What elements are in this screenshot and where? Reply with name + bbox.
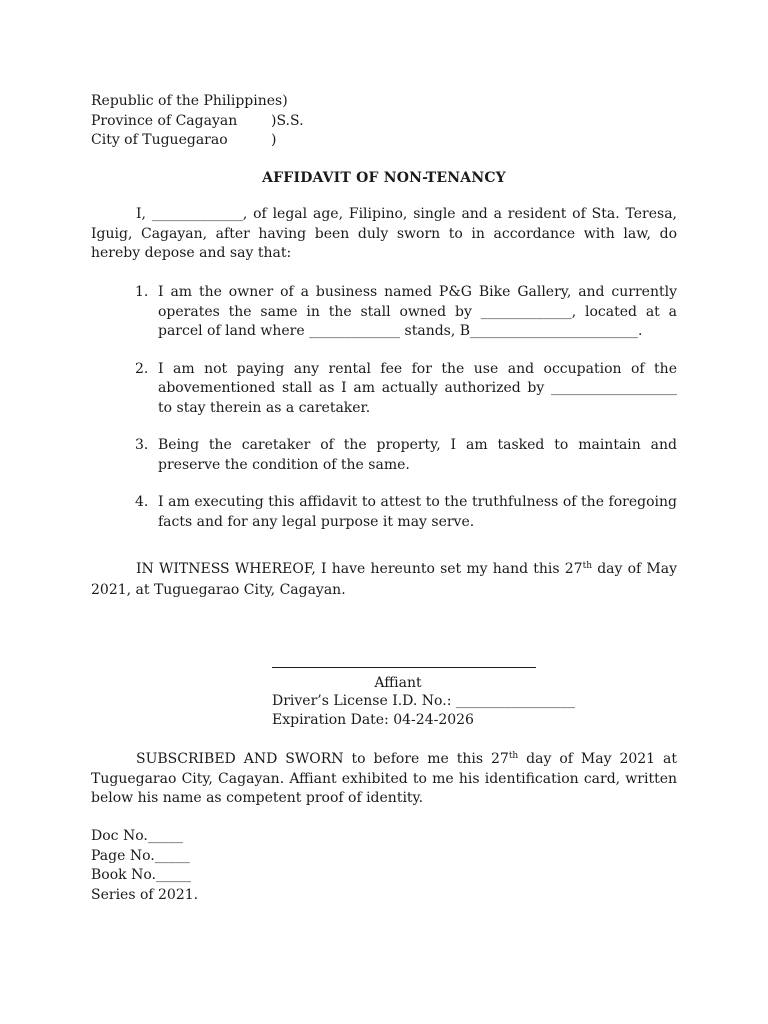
jurat-paragraph	[91, 750, 677, 809]
page-number: Page No._____	[91, 847, 190, 864]
expiration-date: Expiration Date: 04-24-2026	[272, 712, 474, 728]
venue-province: Province of Cagayan	[91, 112, 238, 129]
book-number: Book No._____	[91, 867, 191, 883]
witness-superscript: th	[582, 561, 592, 571]
affiant-label: Affiant	[374, 675, 422, 691]
statement-item	[131, 360, 677, 419]
item-number: 2.	[135, 360, 149, 377]
notarial-register	[91, 827, 198, 905]
item-text: I am the owner of a business named P&G Bike Gallery, and currently operates the same in the stall owned by _____________, located at a parcel of land where _____________ stands, B________________________.	[158, 284, 677, 339]
item-text: I am executing this affidavit to attest to the truthfulness of the foregoing facts and for any legal purpose it may serve.	[158, 494, 677, 530]
statement-list	[131, 283, 677, 550]
item-number: 4.	[135, 494, 149, 510]
venue-city-mark: )	[271, 132, 277, 148]
intro-paragraph: I, _____________, of legal age, Filipino, single and a resident of Sta. Teresa, Iguig, Cagayan, after having been duly sworn to in accordance with law, do hereby depose and say that:	[91, 206, 677, 261]
jurat-superscript: th	[508, 751, 519, 761]
venue-country: Republic of the Philippines)	[91, 93, 288, 109]
witness-text: IN WITNESS WHEREOF, I have hereunto set my hand this 27	[136, 561, 583, 577]
venue-province-row	[91, 112, 304, 132]
statement-item	[131, 283, 677, 342]
item-number: 1.	[135, 284, 149, 300]
statement-item	[131, 436, 677, 475]
venue-city: City of Tuguegarao	[91, 132, 228, 148]
doc-number: Doc No._____	[91, 828, 183, 844]
venue-block	[91, 92, 304, 151]
jurat-text-rest: day of May 2021 at Tuguegarao City, Cagayan. Affiant exhibited to me his identification card, written below his name as competent proof of identity.	[91, 751, 677, 806]
license-number-field: Driver’s License I.D. No.: _________________	[272, 693, 575, 709]
series-year: Series of 2021.	[91, 886, 199, 903]
witness-paragraph	[91, 559, 677, 601]
document-title: AFFIDAVIT OF NON-TENANCY	[262, 170, 506, 186]
witness-text-rest: day of May 2021, at Tuguegarao City, Cagayan.	[91, 561, 677, 598]
item-text: Being the caretaker of the property, I am tasked to maintain and preserve the condition of the same.	[158, 437, 677, 473]
signature-line	[272, 667, 536, 668]
item-number: 3.	[135, 437, 149, 453]
statement-item	[131, 493, 677, 532]
jurat-text: SUBSCRIBED AND SWORN to before me this 27	[136, 751, 509, 767]
item-text: I am not paying any rental fee for the use and occupation of the abovementioned stall as I am actually authorized by __________________ to stay therein as a caretaker.	[158, 360, 677, 416]
venue-province-mark: )S.S.	[271, 112, 304, 129]
venue-city-row	[91, 131, 304, 151]
